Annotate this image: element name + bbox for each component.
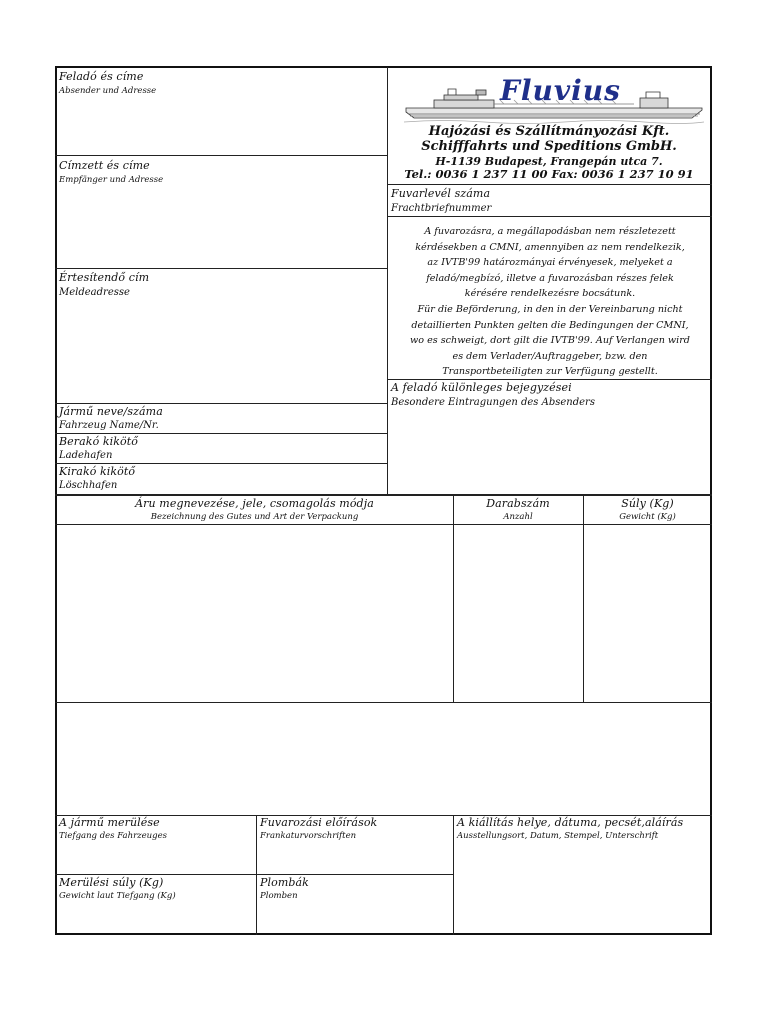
consignee-label: Címzett és címe: [59, 159, 150, 172]
terms-text: [390, 224, 710, 380]
divider: [55, 268, 387, 269]
sender-label-de: Absender und Adresse: [59, 86, 157, 96]
divider: [583, 495, 584, 702]
unloading-port-label: Kirakó kikötő: [59, 465, 136, 478]
waybill-number-label-de: Frachtbriefnummer: [391, 203, 492, 214]
brand-logo: Fluvius: [500, 74, 621, 107]
consignee-label-de: Empfänger und Adresse: [59, 175, 164, 185]
terms-line: wo es schweigt, dort gilt die IVTB'99. Auf Verlangen wird: [410, 335, 690, 347]
freight-instructions-label-de: Frankaturvorschriften: [260, 831, 357, 841]
divider: [387, 184, 712, 185]
terms-line: kérésére rendelkezésre bocsátunk.: [464, 288, 636, 300]
divider: [55, 155, 387, 156]
terms-line: Für die Beförderung, in den in der Vereinbarung nicht: [417, 303, 683, 315]
divider: [55, 702, 712, 703]
additional-notes-area[interactable]: [57, 704, 711, 814]
issue-place-date-label-de: Ausstellungsort, Datum, Stempel, Unterschrift: [457, 831, 659, 841]
sender-label: Feladó és címe: [59, 70, 144, 83]
terms-line: feladó/megbízó, illetve a fuvarozásban részes felek: [426, 272, 674, 284]
seals-label: Plombák: [260, 876, 309, 889]
seals-label-de: Plomben: [260, 891, 298, 901]
terms-line: A fuvarozásra, a megállapodásban nem részletezett: [424, 226, 676, 237]
goods-description-cell[interactable]: [57, 526, 452, 701]
draft-weight-label-de: Gewicht laut Tiefgang (Kg): [59, 891, 176, 901]
notify-address-label: Értesítendő cím: [59, 271, 150, 284]
company-name-de: Schifffahrts und Speditions GmbH.: [421, 139, 677, 154]
company-address: H-1139 Budapest, Frangepán utca 7.: [435, 155, 663, 168]
divider: [55, 524, 712, 525]
notify-address-label-de: Meldeadresse: [59, 287, 130, 298]
quantity-cell[interactable]: [455, 526, 582, 701]
weight-header-de: Gewicht (Kg): [619, 512, 676, 522]
weight-cell[interactable]: [585, 526, 711, 701]
terms-line: es dem Verlader/Auftraggeber, bzw. den: [452, 350, 648, 362]
divider: [55, 463, 387, 464]
draft-label-de: Tiefgang des Fahrzeuges: [59, 831, 167, 841]
terms-line: Transportbeteiligten zur Verfügung gestellt.: [442, 366, 658, 378]
divider: [55, 403, 387, 404]
company-name-hu: Hajózási és Szállítmányozási Kft.: [428, 124, 670, 139]
divider: [453, 815, 454, 935]
loading-port-label: Berakó kikötő: [59, 435, 139, 448]
vessel-label: Jármű neve/száma: [59, 405, 163, 418]
divider: [55, 494, 712, 496]
draft-weight-label: Merülési súly (Kg): [59, 876, 164, 889]
sender-remarks-label: A feladó különleges bejegyzései: [391, 381, 572, 394]
weight-header: Súly (Kg): [621, 497, 674, 510]
freight-instructions-label: Fuvarozási előírások: [260, 816, 378, 829]
terms-line: az IVTB'99 határozmányai érvényesek, melyeket a: [427, 257, 673, 269]
draft-label: A jármű merülése: [59, 816, 160, 829]
goods-description-header-de: Bezeichnung des Gutes und Art der Verpackung: [150, 512, 359, 522]
vessel-label-de: Fahrzeug Name/Nr.: [59, 420, 159, 431]
divider: [55, 433, 387, 434]
waybill-number-label: Fuvarlevél száma: [391, 187, 491, 200]
loading-port-label-de: Ladehafen: [59, 450, 113, 461]
terms-line: kérdésekben a CMNI, amennyiben az nem rendelkezik,: [415, 241, 685, 253]
divider: [453, 495, 454, 702]
quantity-header: Darabszám: [486, 497, 550, 510]
sender-remarks-label-de: Besondere Eintragungen des Absenders: [391, 397, 595, 408]
company-contact: Tel.: 0036 1 237 11 00 Fax: 0036 1 237 10 91: [404, 167, 694, 181]
terms-line: detaillierten Punkten gelten die Bedingungen der CMNI,: [411, 319, 689, 331]
divider: [256, 815, 257, 935]
issue-place-date-label: A kiállítás helye, dátuma, pecsét,aláírás: [457, 816, 684, 829]
consignee-field[interactable]: [57, 157, 385, 267]
divider: [387, 216, 712, 217]
quantity-header-de: Anzahl: [503, 512, 533, 522]
unloading-port-label-de: Löschhafen: [59, 480, 118, 491]
divider: [55, 874, 453, 875]
goods-description-header: Áru megnevezése, jele, csomagolás módja: [135, 497, 374, 510]
